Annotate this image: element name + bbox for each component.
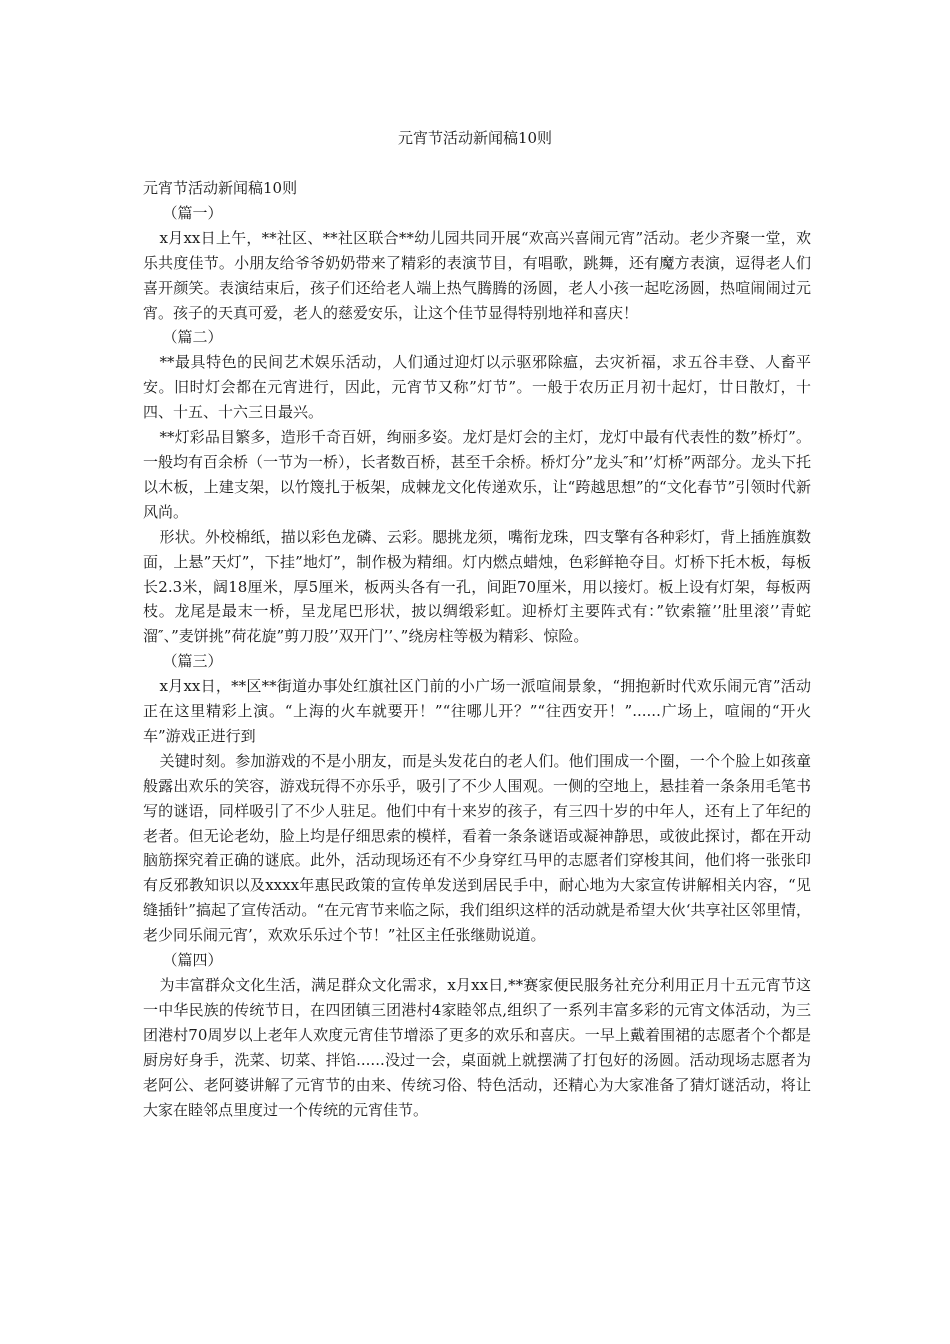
document-subtitle: 元宵节活动新闻稿10则 [143,179,298,197]
paragraph: 形状。外校棉纸，描以彩色龙磷、云彩。腮挑龙须，嘴衔龙珠，四支擎有各种彩灯，背上插旌旗数面，上悬”天灯”，下挂”地灯”，制作极为精细。灯内燃点蜡烛，色彩鲜艳夺目。灯桥下托木板，每板长2.3米，阔18厘米，厚5厘米，板两头各有一孔，间距70厘米，用以接灯。板上设有灯架，每板两枝。龙尾是最末一桥，呈龙尾巴形状，披以绸缎彩虹。迎桥灯主要阵式有：”钦索箍’’肚里滚’’青蛇溜″、”麦饼挑”荷花旋”剪刀股’’双开门’’、”绕房柱等极为精彩、惊险。 [143,527,811,646]
paragraph: **灯彩品目繁多，造形千奇百妍，绚丽多姿。龙灯是灯会的主灯，龙灯中最有代表性的数”桥灯”。一般均有百余桥（一节为一桥），长者数百桥，甚至千余桥。桥灯分”龙头″和’’灯桥”两部分。龙头下托以木板，上建支架，以竹篾扎于板架，成棘龙文化传递欢乐，让“跨越思想”的“文化春节”引领时代新风尚。 [143,428,811,521]
section-heading-4: （篇四） [162,951,223,970]
paragraph: x月xx日上午，**社区、**社区联合**幼儿园共同开展“欢高兴喜闹元宵”活动。老少齐聚一堂，欢乐共度佳节。小朋友给爷爷奶奶带来了精彩的表演节目，有唱歌，跳舞，还有魔方表演，逗得老人们喜开颜笑。表演结束后，孩子们还给老人端上热气腾腾的汤圆，老人小孩一起吃汤圆，热喧闹闹过元宵。孩子的天真可爱，老人的慈爱安乐，让这个佳节显得特别地祥和喜庆！ [143,228,811,322]
paragraph: 关键时刻。参加游戏的不是小朋友，而是头发花白的老人们。他们围成一个圈，一个个脸上如孩童般露出欢乐的笑容，游戏玩得不亦乐乎，吸引了不少人围观。一侧的空地上，悬挂着一条条用毛笔书写的谜语，同样吸引了不少人驻足。他们中有十来岁的孩子，有三四十岁的中年人，还有上了年纪的老者。但无论老幼，脸上均是仔细思索的模样，看着一条条谜语或凝神静思，或彼此探讨，都在开动脑筋探究着正确的谜底。此外，活动现场还有不少身穿红马甲的志愿者们穿梭其间，他们将一张张印有反邪教知识以及xxxx年惠民政策的宣传单发送到居民手中，耐心地为大家宣传讲解相关内容，“见缝插针”搞起了宣传活动。“在元宵节来临之际，我们组织这样的活动就是希望大伙‘共享社区邻里情，老少同乐闹元宵’，欢欢乐乐过个节！”社区主任张继勋说道。 [143,751,811,945]
paragraph: 为丰富群众文化生活，满足群众文化需求，x月xx日,**赛家便民服务社充分利用正月十五元宵节这一中华民族的传统节日，在四团镇三团港村4家睦邻点,组织了一系列丰富多彩的元宵文体活动，为三团港村70周岁以上老年人欢度元宵佳节增添了更多的欢乐和喜庆。一早上戴着围裙的志愿者个个都是厨房好身手，洗菜、切菜、拌馅......没过一会，桌面就上就摆满了打包好的汤圆。活动现场志愿者为老阿公、老阿婆讲解了元宵节的由来、传统习俗、特色活动，还精心为大家准备了猜灯谜活动，将让大家在睦邻点里度过一个传统的元宵佳节。 [143,976,811,1119]
section-heading-1: （篇一） [162,203,223,222]
section-heading-3: （篇三） [162,652,223,671]
section-heading-2: （篇二） [162,328,223,347]
paragraph: **最具特色的民间艺术娱乐活动，人们通过迎灯以示驱邪除瘟，去灾祈福，求五谷丰登、人畜平安。旧时灯会都在元宵进行，因此，元宵节又称”灯节”。一般于农历正月初十起灯，廿日散灯，十四、十五、十六三日最兴。 [143,353,811,422]
document-body [143,176,811,1122]
paragraph: x月xx日，**区**街道办事处红旗社区门前的小广场一派喧闹景象，“拥抱新时代欢乐闹元宵”活动正在这里精彩上演。“上海的火车就要开！”“往哪儿开？”“往西安开！”......广场上，喧闹的“开火车”游戏正进行到 [143,677,811,745]
document-title: 元宵节活动新闻稿10则 [397,129,553,147]
